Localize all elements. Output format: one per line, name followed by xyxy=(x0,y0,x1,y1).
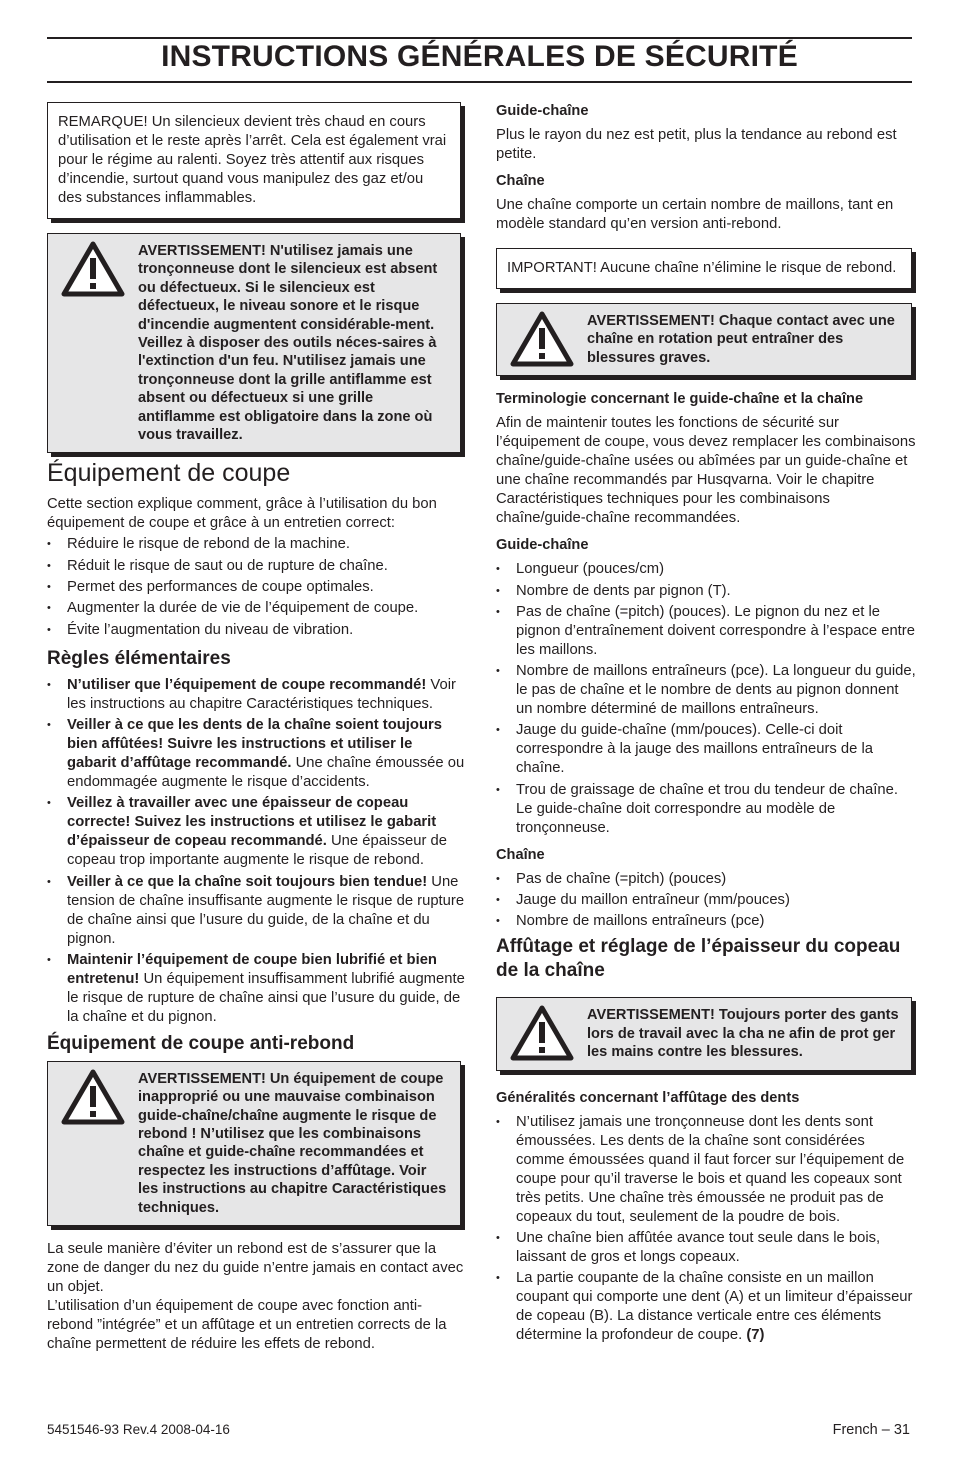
list-item: • Augmenter la durée de vie de l’équipement de coupe. xyxy=(47,599,465,618)
rule-text: Une épaisseur de copeau trop importante augmente le risque de rebond. xyxy=(67,833,447,869)
body-paragraph: L’utilisation d’un équipement de coupe avec fonction anti-rebond ”intégrée” et un affûtage et un entretien corrects de la chaîne permettent de réduire les effets de rebond. xyxy=(47,1298,447,1353)
warning-triangle-icon xyxy=(48,234,138,452)
list-item: • Pas de chaîne (=pitch) (pouces). Le pignon du nez et le pignon d’entraînement doivent correspondre à l’espace entre les maillons. xyxy=(496,603,916,660)
warning-text: AVERTISSEMENT! Chaque contact avec une chaîne en rotation peut entraîner des blessures graves. xyxy=(587,313,895,366)
title-rule xyxy=(47,81,912,83)
list-item: • Nombre de maillons entraîneurs (pce) xyxy=(496,912,916,931)
section-intro: Cette section explique comment, grâce à l’utilisation du bon équipement de coupe et grâce à un entretien correct: xyxy=(47,496,437,532)
list-item: • Évite l’augmentation du niveau de vibration. xyxy=(47,621,465,640)
footer-page-number: French – 31 xyxy=(832,1422,910,1438)
list-item: • Trou de graissage de chaîne et trou du tendeur de chaîne. Le guide-chaîne doit correspondre au modèle de tronçonneuse. xyxy=(496,781,916,838)
rule-item xyxy=(47,676,465,714)
guide2-list xyxy=(496,560,916,837)
guide-title: Guide-chaîne xyxy=(496,103,589,119)
rule-text: Voir les instructions au chapitre Caractéristiques techniques. xyxy=(67,676,456,712)
list-item: • Permet des performances de coupe optimales. xyxy=(47,578,465,597)
chain2-list xyxy=(496,870,916,932)
rule-item xyxy=(47,951,465,1027)
important-box xyxy=(496,248,912,289)
warning-text: AVERTISSEMENT! Un équipement de coupe inapproprié ou une mauvaise combinaison guide-chaîne/chaîne augmente le risque de rebond ! N’utilisez que les combinaisons chaîne et guide-chaîne recommandées et respectez les instructions d’affûtage. Voir les instructions au chapitre Caractéristiques techniques. xyxy=(138,1070,447,1216)
warning-triangle-icon xyxy=(48,1062,138,1225)
list-item: • Une chaîne bien affûtée avance tout seule dans le bois, laissant de gros et longs copeaux. xyxy=(496,1229,916,1267)
general-title: Généralités concernant l’affûtage des dents xyxy=(496,1089,800,1106)
rule-bold: Veiller à ce que les dents de la chaîne soient toujours bien affûtées! Suivre les instructions et utiliser le gabarit d’affûtage recommandé. xyxy=(67,716,442,771)
warning-text: AVERTISSEMENT! Toujours porter des gants lors de travail avec la cha ne afin de prot ger les mains contre les blessures. xyxy=(587,1007,899,1061)
section-title: Équipement de coupe xyxy=(47,459,291,488)
list-item: • Réduit le risque de saut ou de rupture de chaîne. xyxy=(47,557,465,576)
warning-triangle-icon xyxy=(497,304,587,375)
sharpen-title: Affûtage et réglage de l’épaisseur du copeau de la chaîne xyxy=(496,936,901,982)
rules-title: Règles élémentaires xyxy=(47,647,231,669)
warning-triangle-icon xyxy=(497,998,587,1069)
important-text: IMPORTANT! Aucune chaîne n’élimine le risque de rebond. xyxy=(507,260,897,276)
chain-title: Chaîne xyxy=(496,173,545,189)
chain2-title: Chaîne xyxy=(496,846,545,863)
note-text: REMARQUE! Un silencieux devient très chaud en cours d’utilisation et le reste après l’arrêt. Cela est également vrai pour le régime au ralenti. Soyez très attentif aux risques d’incendie, surtout quand vous manipulez des gaz et/ou des substances inflammables. xyxy=(58,114,447,206)
general-list xyxy=(496,1113,916,1346)
rule-item xyxy=(47,873,465,949)
list-item: • Longueur (pouces/cm) xyxy=(496,560,916,579)
list-item: • Jauge du guide-chaîne (mm/pouces). Celle-ci doit correspondre à la jauge des maillons entraîneurs de la chaîne. xyxy=(496,721,916,778)
note-box xyxy=(47,102,461,219)
figure-reference: (7) xyxy=(746,1327,765,1344)
list-item: • Jauge du maillon entraîneur (mm/pouces) xyxy=(496,891,916,910)
rule-bold: N’utiliser que l’équipement de coupe recommandé! xyxy=(67,676,427,693)
list-item xyxy=(496,1269,916,1345)
guide-text: Plus le rayon du nez est petit, plus la tendance au rebond est petite. xyxy=(496,127,897,162)
list-item: • N’utilisez jamais une tronçonneuse dont les dents sont émoussées. Les dents de la chaîne sont considérées comme émoussées quand il faut forcer sur l’équipement de coupe pour qu’il traverse le bois et quand les copeaux sont très petits. Une chaîne très émoussée ne produit pas de copeaux du tout, seulement de la poudre de bois. xyxy=(496,1113,916,1227)
list-item: • Nombre de dents par pignon (T). xyxy=(496,582,916,601)
top-rule xyxy=(47,37,912,39)
intro-list xyxy=(47,535,465,639)
list-item: • Réduire le risque de rebond de la machine. xyxy=(47,535,465,554)
rule-text: Une chaîne émoussée ou endommagée augmente le risque d’accidents. xyxy=(67,754,465,790)
list-item: • Pas de chaîne (=pitch) (pouces) xyxy=(496,870,916,889)
rule-bold: Maintenir l’équipement de coupe bien lubrifié et bien entretenu! xyxy=(67,951,437,987)
warning-box-contact xyxy=(496,303,912,376)
guide2-title: Guide-chaîne xyxy=(496,537,589,554)
term-title: Terminologie concernant le guide-chaîne et la chaîne xyxy=(496,391,864,408)
footer-doc-id: 5451546-93 Rev.4 2008-04-16 xyxy=(47,1422,230,1437)
left-column xyxy=(47,102,465,1354)
list-item-text: La partie coupante de la chaîne consiste en un maillon coupant qui comporte une dent (A) et un limiteur d’épaisseur de copeau (B). La distance verticale entre ces éléments détermine la profondeur de coupe. xyxy=(516,1270,913,1344)
list-item: • Nombre de maillons entraîneurs (pce). La longueur du guide, le pas de chaîne et le nombre de dents au pignon donnent un nombre déterminé de maillons entraîneurs. xyxy=(496,662,916,719)
rule-item xyxy=(47,716,465,792)
warning-box-silencer xyxy=(47,233,461,453)
body-paragraph: La seule manière d’éviter un rebond est de s’assurer que la zone de danger du nez du guide n’entre jamais en contact avec un objet. xyxy=(47,1241,464,1296)
rule-bold: Veiller à ce que la chaîne soit toujours bien tendue! xyxy=(67,873,428,890)
warning-box-antirebond xyxy=(47,1061,461,1226)
rule-text: Un équipement insuffisamment lubrifié augmente le risque de rupture de chaîne ainsi que l’usure du guide, de la chaîne et du pignon. xyxy=(67,970,465,1025)
term-text: Afin de maintenir toutes les fonctions de sécurité sur l’équipement de coupe, vous devez remplacer les combinaisons chaîne/guide-chaîne usées ou abîmées par un guide-chaîne et une chaîne recommandés par Husqvarna. Voir le chapitre Caractéristiques techniques pour les combinaisons chaîne/guide-chaîne recommandées. xyxy=(496,415,916,527)
rules-list xyxy=(47,676,465,1027)
chain-text: Une chaîne comporte un certain nombre de maillons, tant en modèle standard qu’en version anti-rebond. xyxy=(496,197,894,232)
rule-text: Une tension de chaîne insuffisante augmente le risque de rupture de chaîne ainsi que l’usure du guide, de la chaîne et du pignon. xyxy=(67,873,465,947)
rule-bold: Veillez à travailler avec une épaisseur de copeau correcte! Suivez les instructions et utilisez le gabarit d’épaisseur de copeau recommandé. xyxy=(67,795,437,850)
warning-box-gloves xyxy=(496,997,912,1070)
page-title: INSTRUCTIONS GÉNÉRALES DE SÉCURITÉ xyxy=(161,40,798,73)
right-column xyxy=(496,102,916,1347)
rule-item xyxy=(47,794,465,870)
antirebond-title: Équipement de coupe anti-rebond xyxy=(47,1032,355,1054)
warning-text: AVERTISSEMENT! N'utilisez jamais une tronçonneuse dont le silencieux est absent ou défectueux. Si le silencieux est défectueux, le niveau sonore et le risque d'incendie augmentent considérable-ment. Veillez à disposer des outils néces-saires à l'extinction d'un feu. N'utilisez jamais une tronçonneuse dont la grille antiflamme est absent ou défectueux si une grille antiflamme est obligatoire dans la zone où vous travaillez. xyxy=(138,243,438,444)
